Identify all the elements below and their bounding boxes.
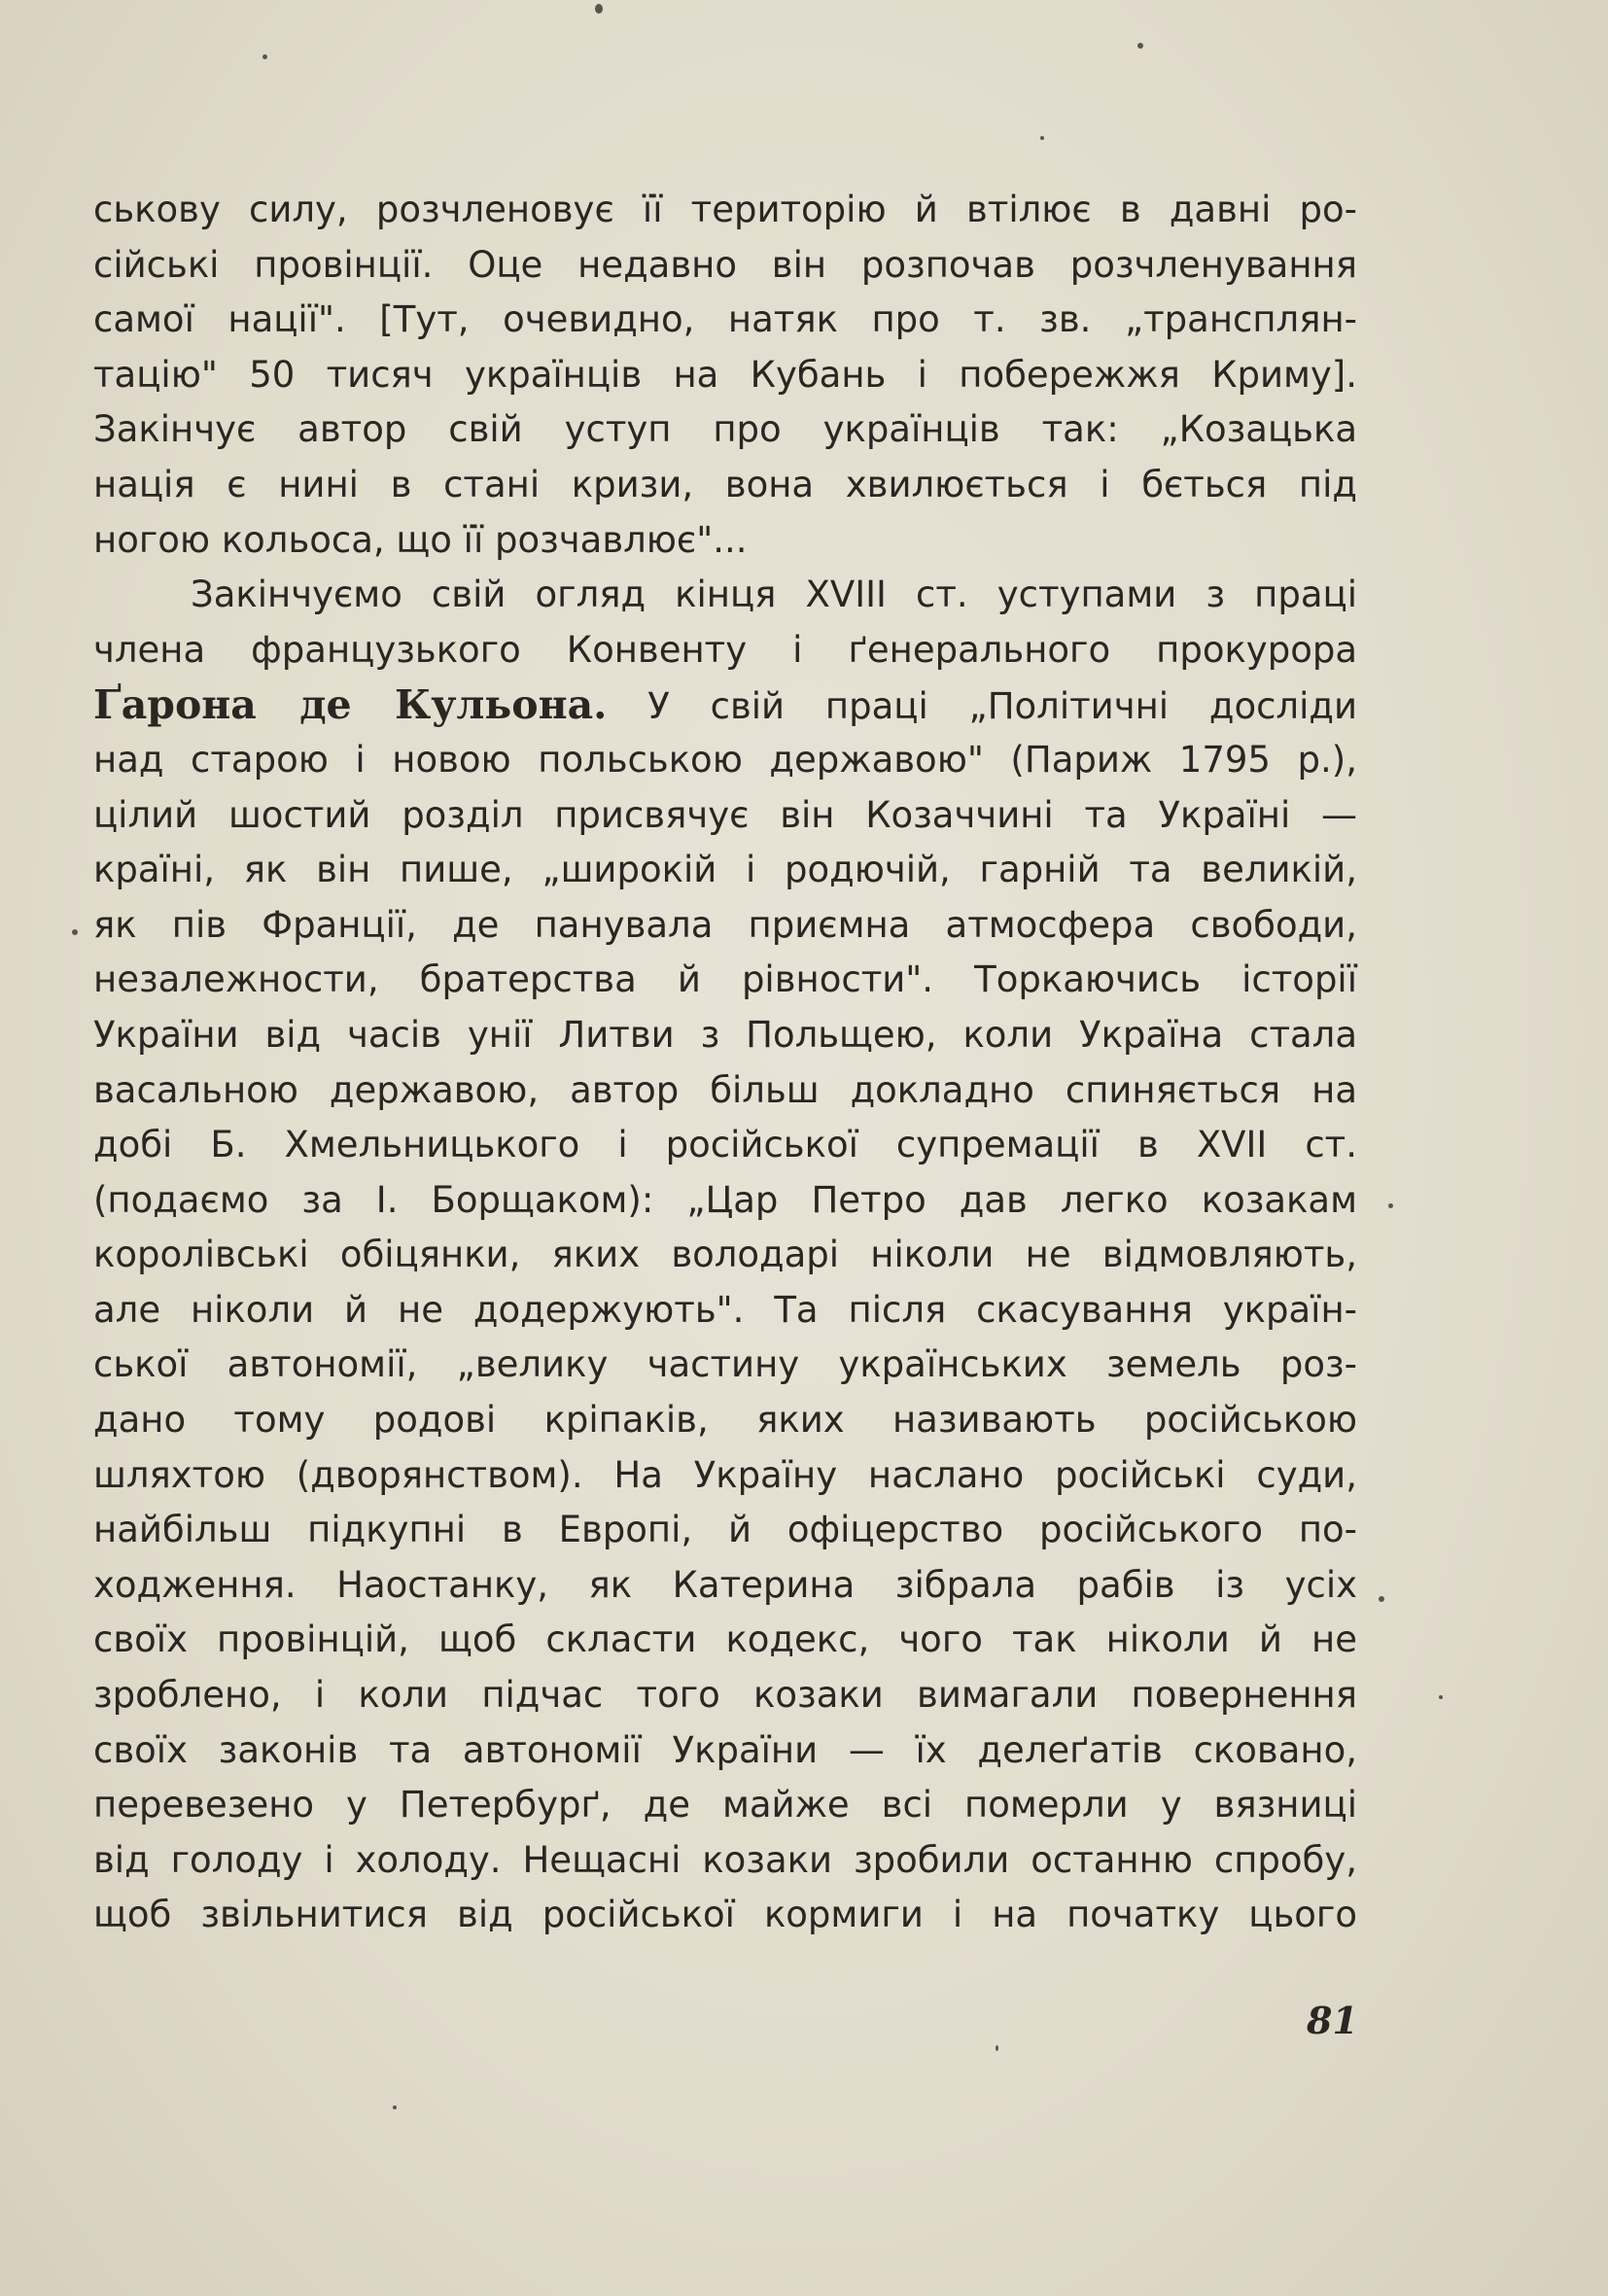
text-line: Закінчуємо свій огляд кінця XVIII ст. уступами з праці <box>191 574 1357 616</box>
text-line: Закінчує автор свій уступ про українців так: „Козацька <box>93 408 1357 451</box>
text-line: добі Б. Хмельницького і російської супремації в XVII ст. <box>93 1124 1357 1166</box>
text-fragment: У свій праці „Політичні досліди <box>647 685 1357 728</box>
text-line: незалежности, братерства й рівности". Торкаючись історії <box>93 958 1357 1001</box>
print-speck <box>996 2045 998 2051</box>
author-name: Ґарона де Кульона. <box>93 681 608 729</box>
text-line: як пів Франції, де панувала приємна атмосфера свободи, <box>93 903 1357 946</box>
text-line: України від часів унії Литви з Польщею, коли Україна стала <box>93 1013 1357 1056</box>
text-line: сійські провінції. Оце недавно він розпочав розчленування <box>93 243 1357 286</box>
text-line: ськову силу, розчленовує її територію й втілює в давні ро- <box>93 189 1357 230</box>
text-line: але ніколи й не додержують". Та після скасування україн- <box>93 1288 1357 1331</box>
print-speck <box>1137 43 1143 49</box>
text-line: члена французького Конвенту і ґенерального прокурора <box>93 628 1357 671</box>
text-line: (подаємо за І. Борщаком): „Цар Петро дав легко козакам <box>93 1178 1357 1221</box>
text-line: своїх законів та автономії України — їх делеґатів сковано, <box>93 1728 1357 1771</box>
print-speck <box>595 4 603 14</box>
body-text <box>93 183 1357 1943</box>
text-line: самої нації". [Тут, очевидно, натяк про т. зв. „трансплян- <box>93 298 1357 341</box>
text-line: від голоду і холоду. Нещасні козаки зробили останню спробу, <box>93 1838 1357 1881</box>
print-speck <box>1388 1203 1393 1208</box>
text-line: ходження. Наостанку, як Катерина зібрала рабів із усіх <box>93 1563 1357 1606</box>
text-line: ногою кольоса, що її розчавлює"... <box>93 518 748 561</box>
text-line: нація є нині в стані кризи, вона хвилюється і бється під <box>93 463 1357 505</box>
print-speck <box>72 929 78 935</box>
text-line <box>93 678 1357 733</box>
text-line: васальною державою, автор більш докладно спиняється на <box>93 1068 1357 1111</box>
text-line: зроблено, і коли підчас того козаки вимагали повернення <box>93 1674 1357 1717</box>
text-line: щоб звільнитися від російської кормиги і на початку цього <box>93 1894 1357 1936</box>
text-line: ської автономії, „велику частину українських земель роз- <box>93 1343 1357 1386</box>
print-speck <box>262 54 267 59</box>
text-line: перевезено у Петербурґ, де майже всі померли у вязниці <box>93 1784 1357 1826</box>
text-line: найбільш підкупні в Европі, й офіцерство російського по- <box>93 1509 1357 1551</box>
text-line: цілий шостий розділ присвячує він Козаччині та Україні — <box>93 793 1357 836</box>
text-line: тацію" 50 тисяч українців на Кубань і побережжя Криму]. <box>93 353 1357 396</box>
print-speck <box>393 2105 397 2109</box>
text-line: королівські обіцянки, яких володарі ніколи не відмовляють, <box>93 1234 1357 1276</box>
text-line: своїх провінцій, щоб скласти кодекс, чого так ніколи й не <box>93 1618 1357 1661</box>
print-speck <box>1439 1695 1443 1699</box>
page-number: 81 <box>1307 1999 1358 2042</box>
text-line: дано тому родові кріпаків, яких називають російською <box>93 1399 1357 1442</box>
text-line: країні, як він пише, „широкій і родючій, гарній та великій, <box>93 849 1357 891</box>
text-line: шляхтою (дворянством). На Україну наслано російські суди, <box>93 1453 1357 1496</box>
print-speck <box>1379 1596 1384 1602</box>
print-speck <box>1040 136 1044 140</box>
text-line: над старою і новою польською державою" (Париж 1795 р.), <box>93 738 1357 781</box>
